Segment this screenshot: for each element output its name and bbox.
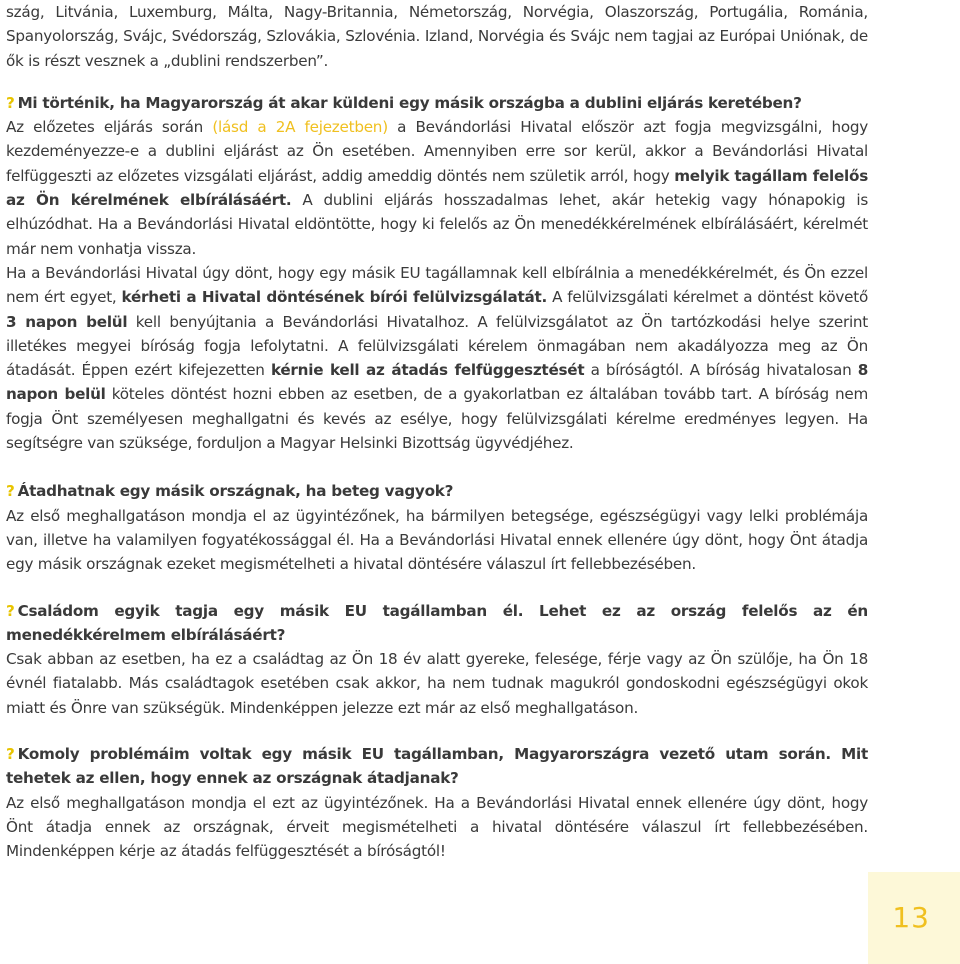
question-mark-icon: ? — [6, 601, 15, 620]
question-heading-4: ? Komoly problémáim voltak egy másik EU tagállamban, Magyarországra vezető utam során. Mit tehetek az ellen, hogy ennek az országnak átadjanak? — [6, 745, 868, 788]
answer-paragraph-1b: Ha a Bevándorlási Hivatal úgy dönt, hogy egy másik EU tagállamnak kell elbírálnia a menedékkérelmét, és Ön ezzel nem ért egyet, kérheti a Hivatal döntésének bírói felülvizsgálatát. A felülvizsgálati kérelmet a döntést követő 3 napon belül kell benyújtania a Bevándorlási Hivatalhoz. A felülvizsgálatot az Ön tartózkodási helye szerint illetékes megyei bíróság fogja lefolytatni. A felülvizsgálati kérelem önmagában nem akadályozza meg az Ön átadását. Éppen ezért kifejezetten kérnie kell az átadás felfüggesztését a bíróságtól. A bíróság hivatalosan 8 napon belül köteles döntést hozni ebben az esetben, de a gyakorlatban ez általában tovább tart. A bíróság nem fogja Önt személyesen meghallgatni és kevés az esélye, hogy felülvizsgálati kérelme eredményes legyen. Ha segítségre van szüksége, forduljon a Magyar Helsinki Bizottság ügyvédjéhez. — [6, 263, 869, 453]
intro-paragraph: szág, Litvánia, Luxemburg, Málta, Nagy-Britannia, Németország, Norvégia, Olaszország, Portugália, Románia, Spanyolország, Svájc, Svédország, Szlovákia, Szlovénia. Izland, Norvégia és Svájc nem tagjai az Európai Uniónak, de ők is részt vesznek a „dublini rendszerben”. — [6, 3, 868, 70]
question-mark-icon: ? — [6, 745, 15, 764]
question-mark-icon: ? — [6, 93, 15, 112]
page-number-box — [868, 872, 960, 964]
chapter-reference: (lásd a 2A fejezetben) — [212, 118, 388, 137]
page-number: 13 — [892, 901, 930, 934]
question-heading-1: ? Mi történik, ha Magyarország át akar küldeni egy másik országba a dublini eljárás keretében? — [6, 93, 802, 112]
question-heading-3: ? Családom egyik tagja egy másik EU tagállamban él. Lehet ez az ország felelős az én menedékkérelmem elbírálásáért? — [6, 601, 868, 644]
document-page — [6, 0, 868, 864]
answer-paragraph-4: Az első meghallgatáson mondja el ezt az ügyintézőnek. Ha a Bevándorlási Hivatal ennek ellenére úgy dönt, hogy Önt átadja ennek az országnak, érveit megismételheti a hivatal döntésére válaszul írt fellebbezésében. Mindenképpen kérje az átadás felfüggesztését a bíróságtól! — [6, 793, 868, 861]
question-heading-2: ? Átadhatnak egy másik országnak, ha beteg vagyok? — [6, 482, 454, 501]
answer-paragraph-3: Csak abban az esetben, ha ez a családtag az Ön 18 év alatt gyereke, felesége, férje vagy az Ön szülője, ha Ön 18 évnél fiatalabb. Más családtagok esetében csak akkor, ha nem tudnak magukról gondoskodni egészségügyi okok miatt és Önre van szükségük. Mindenképpen jelezze ezt már az első meghallgatáson. — [6, 650, 868, 717]
answer-paragraph-2: Az első meghallgatáson mondja el az ügyintézőnek, ha bármilyen betegsége, egészségügyi vagy lelki problémája van, illetve ha valamilyen fogyatékossággal él. Ha a Bevándorlási Hivatal ennek ellenére úgy dönt, hogy Önt átadja egy másik országnak ezeket megismételheti a hivatal döntésére válaszul írt fellebbezésében. — [6, 506, 868, 574]
answer-paragraph-1a: Az előzetes eljárás során (lásd a 2A fejezetben) a Bevándorlási Hivatal először azt fogja megvizsgálni, hogy kezdeményezze-e a dublini eljárást az Ön esetében. Amennyiben erre sor kerül, akkor a Bevándorlási Hivatal felfüggeszti az előzetes vizsgálati eljárást, addig ameddig döntés nem születik arról, hogy melyik tagállam felelős az Ön kérelmének elbírálásáért. A dublini eljárás hosszadalmas lehet, akár hetekig vagy hónapokig is elhúzódhat. Ha a Bevándorlási Hivatal eldöntötte, hogy ki felelős az Ön menedékkérelmének elbírálásáért, kérelmét már nem vonhatja vissza. — [6, 118, 869, 258]
question-mark-icon: ? — [6, 482, 15, 501]
